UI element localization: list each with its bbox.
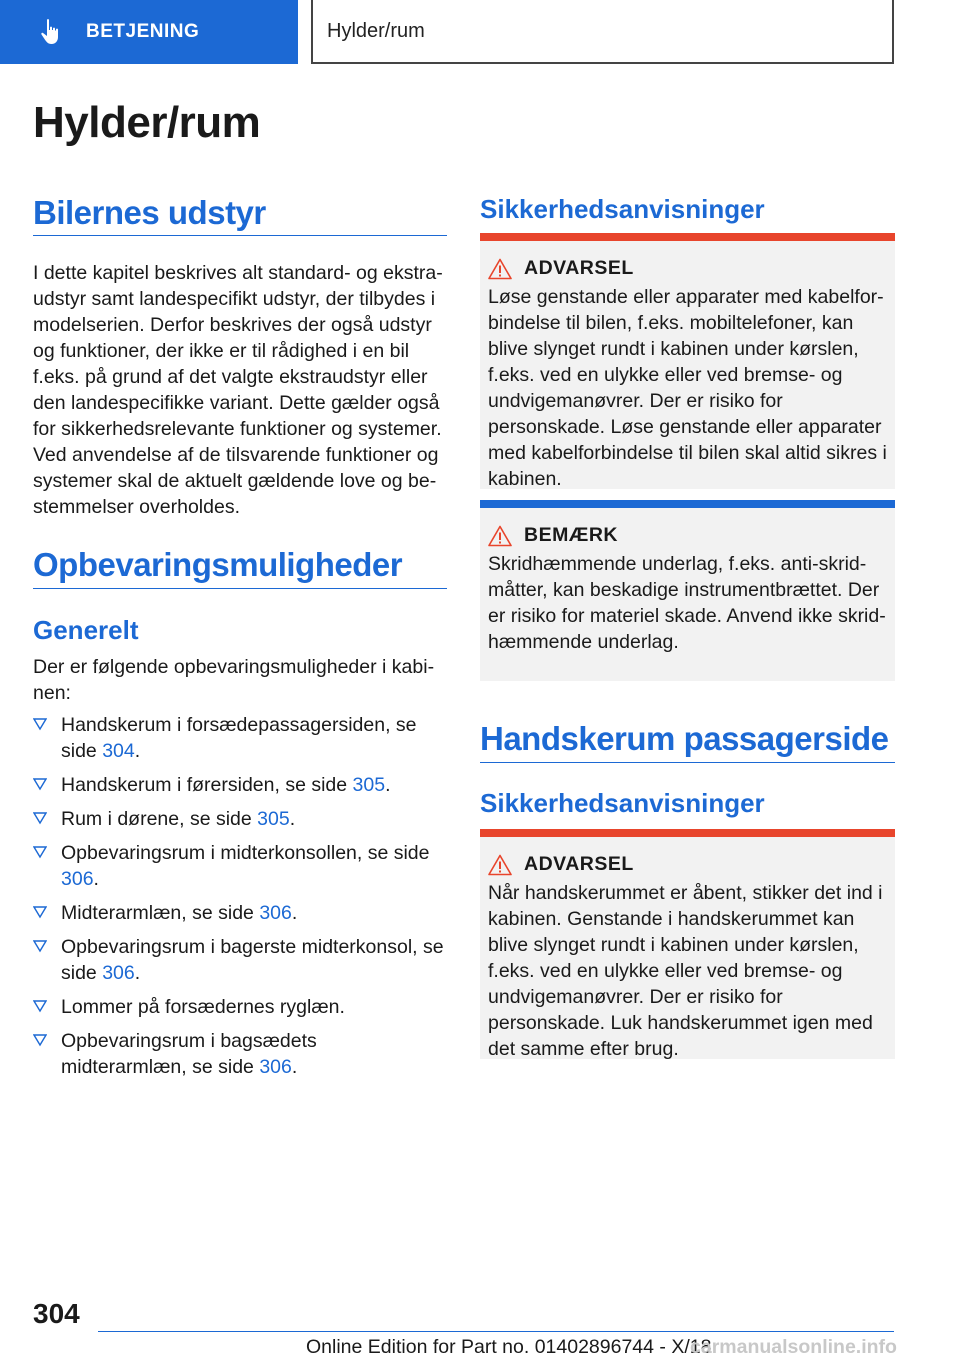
warning-text: Løse genstande eller apparater med kabelforbindelse til bilen, f.eks. mobiltelefoner, kan blive slynget rundt i kabinen under kørslen, f.eks. ved en ulykke eller ved bremse- og undvigemanøvrer. Der er risiko for personskade. Løse genstande eller apparater med kabelforbindelse til bilen skal altid sikres i kabinen. <box>488 286 887 490</box>
page-reference-link[interactable]: 306 <box>259 1056 292 1078</box>
footer-divider <box>98 1331 894 1332</box>
warning-label: ADVARSEL <box>524 257 634 279</box>
page-reference-link[interactable]: 304 <box>102 740 135 762</box>
edition-note: Online Edition for Part no. 01402896744 - X/18 <box>306 1336 712 1358</box>
notice-bar <box>480 500 895 508</box>
page-reference-link[interactable]: 306 <box>259 902 292 924</box>
section-title-safety: Sikkerhedsanvisninger <box>480 194 765 224</box>
list-item: Handskerum i forsædepassagersiden, se side 304. <box>33 712 445 764</box>
list-item: Rum i dørene, se side 305. <box>33 806 445 832</box>
warning-box <box>480 233 895 489</box>
triangle-bullet-icon <box>33 845 47 859</box>
section-divider <box>33 588 447 589</box>
watermark: carmanualsonline.info <box>690 1336 897 1358</box>
page-reference-link[interactable]: 306 <box>102 962 135 984</box>
warning-triangle-icon <box>488 258 512 280</box>
notice-text: Skridhæmmende underlag, f.eks. anti-skridmåtter, kan beskadige instrumentbrættet. Der er risiko for materiel skade. Anvend ikke skridhæmmende underlag. <box>488 553 886 653</box>
list-item: Handskerum i førersiden, se side 305. <box>33 772 445 798</box>
section-divider <box>33 235 447 236</box>
notice-triangle-icon <box>488 525 512 547</box>
chapter-label: BETJENING <box>86 21 200 42</box>
list-item: Opbevaringsrum i midterkonsollen, se side 306. <box>33 840 445 892</box>
storage-list <box>33 712 445 1088</box>
subsection-title-general: Generelt <box>33 615 139 645</box>
triangle-bullet-icon <box>33 905 47 919</box>
warning-label: ADVARSEL <box>524 853 634 875</box>
page-tab[interactable] <box>311 0 894 64</box>
page-tab-label: Hylder/rum <box>327 19 425 42</box>
warning-text: Når handskerummet er åbent, stikker det ind i kabinen. Genstande i handskerummet kan blive slynget rundt i kabinen under kørslen, f.eks. ved en ulykke eller ved bremse- og undvigemanøvrer. Der er risiko for personskade. Luk handskerummet igen med det samme efter brug. <box>488 882 883 1060</box>
section-divider <box>480 762 895 763</box>
notice-box <box>480 500 895 681</box>
triangle-bullet-icon <box>33 1033 47 1047</box>
subsection-title-safety: Sikkerhedsanvisninger <box>480 788 765 818</box>
page-reference-link[interactable]: 305 <box>257 808 290 830</box>
equipment-paragraph: I dette kapitel beskrives alt standard- og ekstraudstyr samt landespecifikt udstyr, der tilbydes i modelserien. Derfor beskrives der også udstyr og funktioner, der ikke er til rådighed i en bil f.eks. på grund af det valgte ekstraudstyr eller den landespecifikke variant. Dette gælder også for sikkerhedsrelevante funktioner og systemer. Ved anvendelse af de tilsvarende funktioner og systemer skal de aktuelt gældende love og bestemmelser overholdes. <box>33 262 443 518</box>
list-item: Opbevaringsrum i bagerste midterkonsol, se side 306. <box>33 934 445 986</box>
list-item: Lommer på forsædernes ryglæn. <box>33 994 445 1020</box>
storage-intro: Der er følgende opbevaringsmuligheder i kabinen: <box>33 656 435 704</box>
triangle-bullet-icon <box>33 939 47 953</box>
page-reference-link[interactable]: 305 <box>352 774 386 796</box>
warning-bar <box>480 233 895 241</box>
warning-bar <box>480 829 895 837</box>
warning-box <box>480 829 895 1059</box>
hand-pointer-icon <box>40 18 64 46</box>
triangle-bullet-icon <box>33 999 47 1013</box>
list-item: Opbevaringsrum i bagsædets midterarmlæn, se side 306. <box>33 1028 445 1080</box>
page-reference-link[interactable]: 306 <box>61 868 94 890</box>
section-title-glovebox: Handskerum passagerside <box>480 720 889 757</box>
list-item: Midterarmlæn, se side 306. <box>33 900 445 926</box>
warning-triangle-icon <box>488 854 512 876</box>
page-number: 304 <box>33 1298 80 1329</box>
triangle-bullet-icon <box>33 717 47 731</box>
section-title-storage: Opbevaringsmuligheder <box>33 546 403 583</box>
triangle-bullet-icon <box>33 811 47 825</box>
section-title-equipment: Bilernes udstyr <box>33 194 266 231</box>
notice-label: BEMÆRK <box>524 524 618 546</box>
page-title: Hylder/rum <box>33 98 261 147</box>
chapter-tab[interactable] <box>0 0 298 64</box>
triangle-bullet-icon <box>33 777 47 791</box>
